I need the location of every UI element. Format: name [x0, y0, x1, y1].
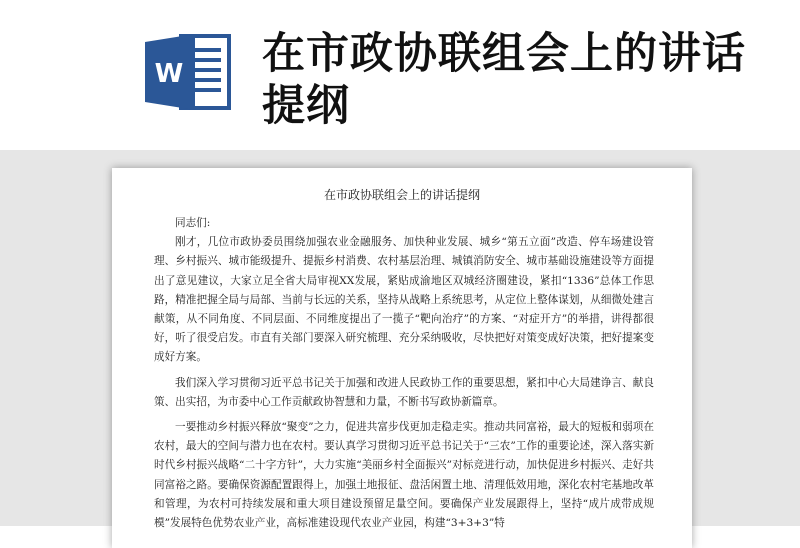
word-icon-letter: W: [154, 59, 184, 89]
paragraph: 刚才，几位市政协委员围绕加强农业金融服务、加快种业发展、城乡“第五立面”改造、停车场建设管理、乡村振兴、城市能级提升、提振乡村消费、农村基层治理、城镇消防安全、城市基础设施建设等方面提出了意见建议，大家立足全省大局审视XX发展，紧贴成渝地区双城经济圈建设，紧扣“1336”总体工作思路，精准把握全局与局部、当前与长远的关系，坚持从战略上系统思考，从定位上整体谋划，从细微处建言献策，从不同角度、不同层面、不同维度提出了一揽子“靶向治疗”的方案、“对症开方”的举措，讲得都很好，听了很受启发。市直有关部门要深入研究梳理、充分采纳吸收，尽快把好对策变成好决策，把好提案变成好方案。: [154, 236, 654, 364]
document-page: [112, 168, 692, 548]
page-title: 在市政协联组会上的讲话提纲: [262, 29, 746, 131]
salutation: 同志们:: [175, 217, 211, 229]
paragraph: 一要推动乡村振兴释放“聚变”之力，促进共富步伐更加走稳走实。推动共同富裕，最大的短板和弱项在农村，最大的空间与潜力也在农村。要认真学习贯彻习近平总书记关于“三农”工作的重要论述，深入落实新时代乡村振兴战略“二十字方针”，大力实施“美丽乡村全面振兴”对标竞进行动，加快促进乡村振兴、走好共同富裕之路。要确保资源配置跟得上，加强土地报征、盘活闲置土地、清理低效用地，深化农村宅基地改革和管理，为农村可持续发展和重大项目建设预留足量空间。要确保产业发展跟得上，坚持“成片成带成规模”发展特色优势农业产业，高标准建设现代农业产业园，构建“3+3+3”特: [154, 421, 654, 530]
document-body: [154, 214, 654, 533]
paragraph: 我们深入学习贯彻习近平总书记关于加强和改进人民政协工作的重要思想，紧扣中心大局建诤言、献良策、出实招，为市委中心工作贡献政协智慧和力量，不断书写政协新篇章。: [154, 376, 654, 408]
word-document-icon: [143, 32, 233, 112]
page-banner: [0, 0, 800, 150]
document-heading: 在市政协联组会上的讲话提纲: [323, 188, 480, 202]
